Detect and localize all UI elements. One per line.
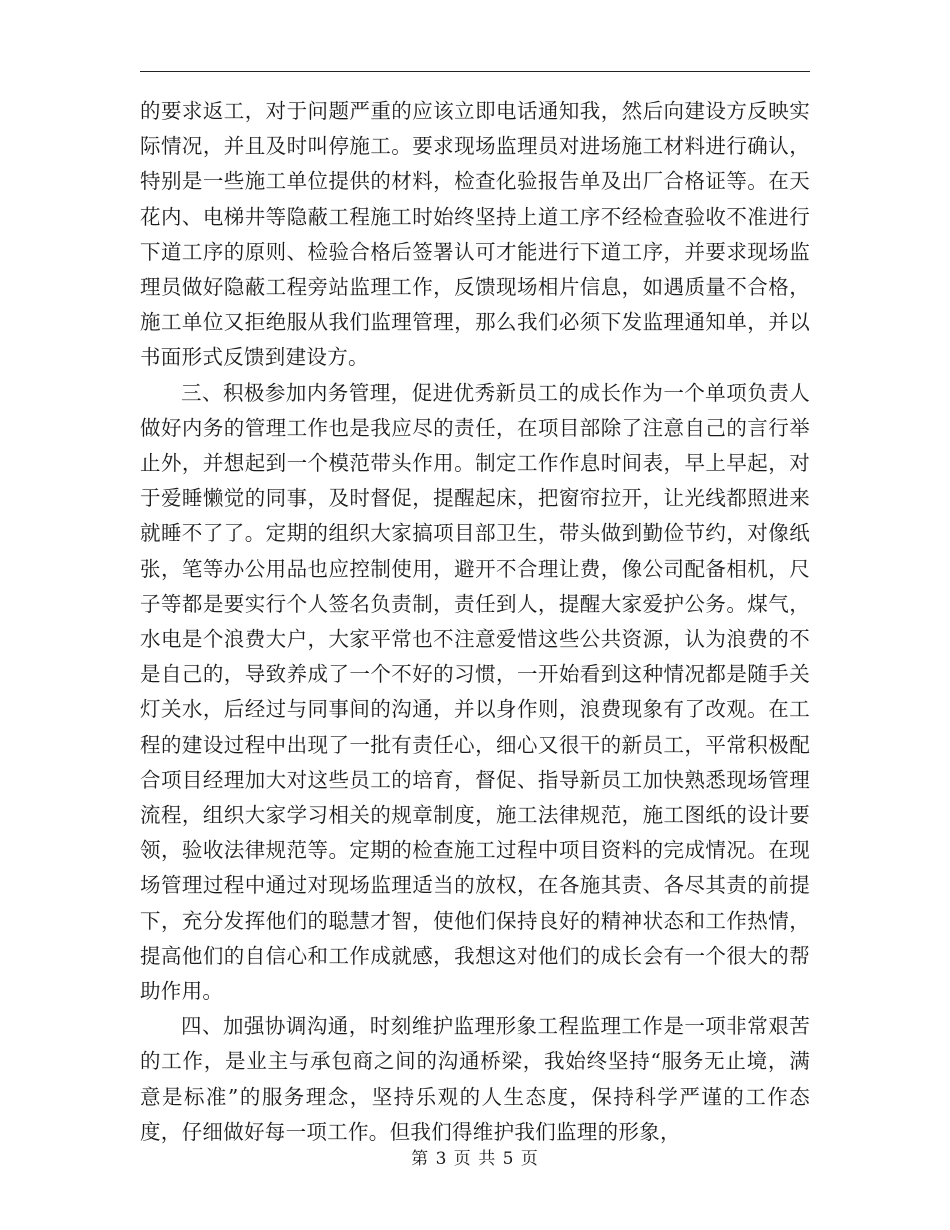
paragraph-3: 四、加强协调沟通，时刻维护监理形象工程监理工作是一项非常艰苦的工作，是业主与承包商之间的沟通桥梁，我始终坚持“服务无止境，满意是标准”的服务理念，坚持乐观的人生态度，保持科学严谨的工作态度，仔细做好每一项工作。但我们得维护我们监理的形象， (140, 1014, 810, 1144)
paragraph-1: 的要求返工，对于问题严重的应该立即电话通知我，然后向建设方反映实际情况，并且及时叫停施工。要求现场监理员对进场施工材料进行确认，特别是一些施工单位提供的材料，检查化验报告单及出厂合格证等。在天花内、电梯井等隐蔽工程施工时始终坚持上道工序不经检查验收不准进行下道工序的原则、检验合格后签署认可才能进行下道工序，并要求现场监理员做好隐蔽工程旁站监理工作，反馈现场相片信息，如遇质量不合格，施工单位又拒绝服从我们监理管理，那么我们必须下发监理通知单，并以书面形式反馈到建设方。 (140, 99, 810, 370)
page-number-footer: 第 3 页 共 5 页 (411, 1149, 539, 1169)
header-rule (140, 71, 810, 72)
paragraph-2: 三、积极参加内务管理，促进优秀新员工的成长作为一个单项负责人做好内务的管理工作也是我应尽的责任，在项目部除了注意自己的言行举止外，并想起到一个模范带头作用。制定工作作息时间表，早上早起，对于爱睡懒觉的同事，及时督促，提醒起床，把窗帘拉开，让光线都照进来就睡不了了。定期的组织大家搞项目部卫生，带头做到勤俭节约，对像纸张，笔等办公用品也应控制使用，避开不合理让费，像公司配备相机，尺子等都是要实行个人签名负责制，责任到人，提醒大家爱护公务。煤气，水电是个浪费大户，大家平常也不注意爱惜这些公共资源，认为浪费的不是自己的，导致养成了一个不好的习惯，一开始看到这种情况都是随手关灯关水，后经过与同事间的沟通，并以身作则，浪费现象有了改观。在工程的建设过程中出现了一批有责任心，细心又很干的新员工，平常积极配合项目经理加大对这些员工的培育，督促、指导新员工加快熟悉现场管理流程，组织大家学习相关的规章制度，施工法律规范，施工图纸的设计要领，验收法律规范等。定期的检查施工过程中项目资料的完成情况。在现场管理过程中通过对现场监理适当的放权，在各施其责、各尽其责的前提下，充分发挥他们的聪慧才智，使他们保持良好的精神状态和工作热情，提高他们的自信心和工作成就感，我想这对他们的成长会有一个很大的帮助作用。 (140, 380, 810, 1004)
document-body (140, 94, 810, 1150)
